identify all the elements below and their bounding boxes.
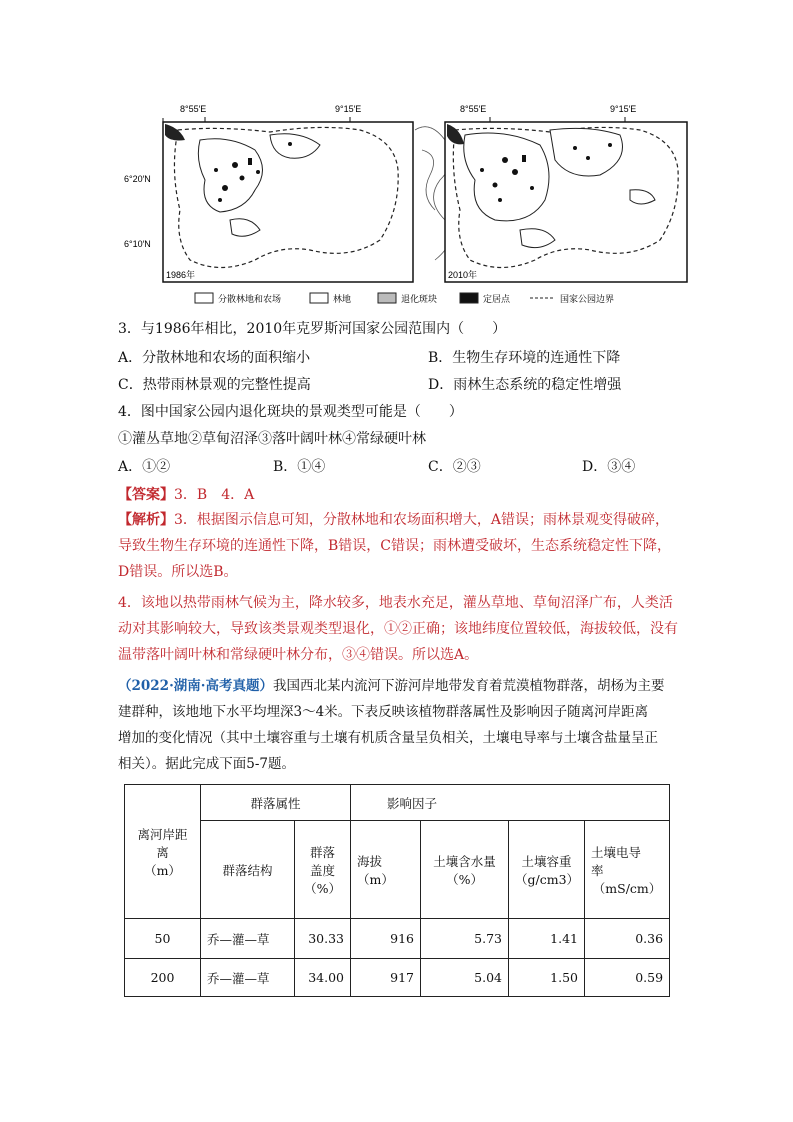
right-lon-1: 8°55′E bbox=[460, 104, 487, 114]
q4-option-c: C．②③ bbox=[428, 459, 481, 475]
cell-struct: 乔—灌—草 bbox=[201, 959, 295, 997]
analysis-p1-line2: 导致生物生存环境的连通性下降，B错误，C错误；雨林遭受破坏，生态系统稳定性下降， bbox=[118, 538, 671, 554]
q4-stem: 4．图中国家公园内退化斑块的景观类型可能是（ ） bbox=[118, 404, 463, 420]
cell-water: 5.04 bbox=[421, 959, 509, 997]
answer-line bbox=[118, 484, 254, 504]
header-structure: 群落结构 bbox=[201, 821, 295, 919]
cell-bulk: 1.50 bbox=[509, 959, 585, 997]
cell-ec: 0.59 bbox=[585, 959, 670, 997]
table-header-row-2 bbox=[125, 821, 670, 919]
cell-dist: 200 bbox=[125, 959, 201, 997]
left-year: 1986年 bbox=[166, 270, 196, 280]
q4-items: ①灌丛草地②草甸沼泽③落叶阔叶林④常绿硬叶林 bbox=[118, 431, 426, 447]
intro-paragraph bbox=[118, 673, 678, 777]
header-factors: 影响因子 bbox=[351, 785, 670, 821]
cell-bulk: 1.41 bbox=[509, 919, 585, 959]
table-row bbox=[125, 959, 670, 997]
cell-alt: 916 bbox=[351, 919, 421, 959]
cell-ec: 0.36 bbox=[585, 919, 670, 959]
analysis-p1-line1: 【解析】3．根据图示信息可知，分散林地和农场面积增大，A错误；雨林景观变得破碎， bbox=[118, 512, 670, 528]
q4-option-d: D．③④ bbox=[582, 459, 636, 475]
q4-option-b: B．①④ bbox=[273, 459, 326, 475]
intro-source: （2022·湖南·高考真题） bbox=[118, 678, 273, 694]
header-conductivity: 土壤电导 率 （mS/cm） bbox=[585, 821, 670, 919]
cell-water: 5.73 bbox=[421, 919, 509, 959]
analysis-label: 【解析】 bbox=[118, 512, 174, 528]
analysis-p2-line2: 动对其影响较大，导致该类景观类型退化，①②正确；该地纬度位置较低，海拔较低，没有 bbox=[118, 621, 678, 637]
q4-option-a: A．①② bbox=[118, 459, 171, 475]
left-lon-1: 8°55′E bbox=[180, 104, 207, 114]
analysis-p2-line3: 温带落叶阔叶林和常绿硬叶林分布，③④错误。所以选A。 bbox=[118, 647, 479, 663]
analysis-p1 bbox=[118, 507, 678, 585]
cell-cover: 34.00 bbox=[295, 959, 351, 997]
left-lat-1: 6°20′N bbox=[124, 174, 151, 184]
analysis-p2-line1: 4．该地以热带雨林气候为主，降水较多，地表水充足，灌丛草地、草甸沼泽广布，人类活 bbox=[118, 595, 673, 611]
intro-line2: 建群种，该地地下水平均埋深3～4米。下表反映该植物群落属性及影响因子随离河岸距离 bbox=[118, 704, 649, 720]
map-figure bbox=[124, 100, 690, 310]
legend-settlement: 定居点 bbox=[483, 294, 511, 304]
cell-struct: 乔—灌—草 bbox=[201, 919, 295, 959]
answer-text: 3．B 4．A bbox=[174, 487, 255, 503]
legend-scattered: 分散林地和农场 bbox=[218, 294, 282, 304]
header-community-attrs: 群落属性 bbox=[201, 785, 351, 821]
cell-dist: 50 bbox=[125, 919, 201, 959]
legend-degraded: 退化斑块 bbox=[401, 294, 438, 304]
header-cover: 群落 盖度 （%） bbox=[295, 821, 351, 919]
intro-line4: 相关）。据此完成下面5-7题。 bbox=[118, 756, 295, 772]
right-year: 2010年 bbox=[448, 270, 478, 280]
header-altitude: 海拔 （m） bbox=[351, 821, 421, 919]
table-row bbox=[125, 919, 670, 959]
left-lon-2: 9°15′E bbox=[335, 104, 362, 114]
intro-line1: （2022·湖南·高考真题）我国西北某内流河下游河岸地带发育着荒漠植物群落，胡杨为主要 bbox=[118, 678, 665, 694]
map-legend bbox=[195, 293, 614, 304]
legend-boundary: 国家公园边界 bbox=[560, 294, 615, 304]
cell-cover: 30.33 bbox=[295, 919, 351, 959]
q3-option-b: B．生物生存环境的连通性下降 bbox=[428, 350, 621, 366]
q3-stem: 3．与1986年相比，2010年克罗斯河国家公园范围内（ ） bbox=[118, 321, 507, 337]
q3-option-c: C．热带雨林景观的完整性提高 bbox=[118, 377, 311, 393]
cell-alt: 917 bbox=[351, 959, 421, 997]
header-distance: 离河岸距 离 （m） bbox=[125, 785, 201, 919]
analysis-p1-line3: D错误。所以选B。 bbox=[118, 564, 238, 580]
q3-option-d: D．雨林生态系统的稳定性增强 bbox=[428, 377, 622, 393]
answer-label: 【答案】 bbox=[118, 487, 174, 503]
legend-forest: 林地 bbox=[333, 294, 352, 304]
header-bulk-density: 土壤容重 （g/cm3） bbox=[509, 821, 585, 919]
data-table bbox=[124, 784, 670, 997]
table-header-row-1 bbox=[125, 785, 670, 821]
header-water: 土壤含水量 （%） bbox=[421, 821, 509, 919]
intro-line3: 增加的变化情况（其中土壤容重与土壤有机质含量呈负相关，土壤电导率与土壤含盐量呈正 bbox=[118, 730, 658, 746]
right-lon-2: 9°15′E bbox=[610, 104, 637, 114]
left-lat-2: 6°10′N bbox=[124, 239, 151, 249]
q3-option-a: A．分散林地和农场的面积缩小 bbox=[118, 350, 311, 366]
analysis-p2 bbox=[118, 590, 678, 668]
map-svg bbox=[124, 100, 690, 310]
